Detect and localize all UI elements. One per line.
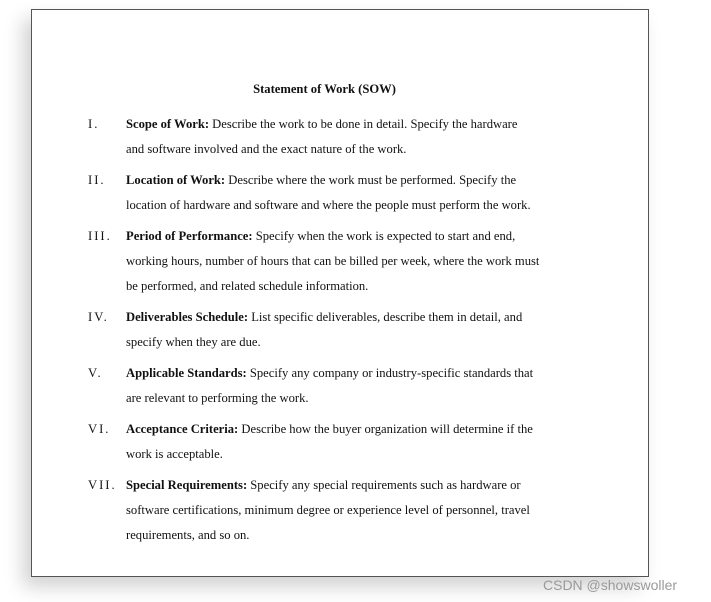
sow-item bbox=[88, 473, 608, 548]
item-text: are relevant to performing the work. bbox=[126, 391, 309, 405]
item-label: Acceptance Criteria: bbox=[126, 422, 239, 436]
item-text: Describe where the work must be performed. Specify the bbox=[225, 173, 517, 187]
item-line bbox=[126, 112, 608, 137]
watermark: CSDN @showswoller bbox=[543, 577, 678, 593]
item-text: location of hardware and software and where the people must perform the work. bbox=[126, 198, 531, 212]
item-numeral: IV. bbox=[88, 310, 109, 324]
item-line bbox=[126, 193, 608, 218]
item-line bbox=[126, 361, 608, 386]
item-body bbox=[126, 473, 608, 548]
item-line bbox=[126, 224, 608, 249]
item-text: software certifications, minimum degree or experience level of personnel, travel bbox=[126, 503, 530, 517]
item-line bbox=[126, 442, 608, 467]
item-line bbox=[126, 498, 608, 523]
item-body bbox=[126, 417, 608, 467]
item-text: Describe the work to be done in detail. Specify the hardware bbox=[209, 117, 518, 131]
item-text: requirements, and so on. bbox=[126, 528, 250, 542]
item-line bbox=[126, 274, 608, 299]
item-line bbox=[126, 249, 608, 274]
item-label: Special Requirements: bbox=[126, 478, 248, 492]
item-body bbox=[126, 224, 608, 299]
document-page bbox=[31, 9, 649, 577]
item-label: Scope of Work: bbox=[126, 117, 210, 131]
item-line bbox=[126, 137, 608, 162]
item-numeral: III. bbox=[88, 229, 112, 243]
item-numeral: VII. bbox=[88, 478, 117, 492]
item-label: Location of Work: bbox=[126, 173, 226, 187]
item-numeral: V. bbox=[88, 366, 103, 380]
item-text: List specific deliverables, describe them in detail, and bbox=[248, 310, 523, 324]
sow-item bbox=[88, 417, 608, 467]
item-text: Specify any special requirements such as hardware or bbox=[247, 478, 521, 492]
document-title: Statement of Work (SOW) bbox=[253, 82, 396, 96]
item-line bbox=[126, 523, 608, 548]
sow-item bbox=[88, 305, 608, 355]
item-body bbox=[126, 361, 608, 411]
item-line bbox=[126, 330, 608, 355]
item-line bbox=[126, 305, 608, 330]
item-text: work is acceptable. bbox=[126, 447, 223, 461]
item-numeral: I. bbox=[88, 117, 100, 131]
item-numeral: VI. bbox=[88, 422, 111, 436]
item-body bbox=[126, 112, 608, 162]
sow-item bbox=[88, 224, 608, 299]
item-line bbox=[126, 168, 608, 193]
item-body bbox=[126, 305, 608, 355]
item-text: Describe how the buyer organization will determine if the bbox=[238, 422, 533, 436]
item-text: Specify when the work is expected to start and end, bbox=[252, 229, 516, 243]
item-text: specify when they are due. bbox=[126, 335, 261, 349]
item-text: working hours, number of hours that can be billed per week, where the work must bbox=[126, 254, 540, 268]
item-text: Specify any company or industry-specific standards that bbox=[246, 366, 534, 380]
sow-item bbox=[88, 361, 608, 411]
item-line bbox=[126, 417, 608, 442]
item-label: Period of Performance: bbox=[126, 229, 253, 243]
item-body bbox=[126, 168, 608, 218]
sow-item bbox=[88, 112, 608, 162]
item-text: and software involved and the exact nature of the work. bbox=[126, 142, 407, 156]
item-text: be performed, and related schedule information. bbox=[126, 279, 369, 293]
sow-item-list bbox=[88, 112, 608, 554]
item-label: Applicable Standards: bbox=[126, 366, 247, 380]
sow-item bbox=[88, 168, 608, 218]
item-label: Deliverables Schedule: bbox=[126, 310, 249, 324]
item-numeral: II. bbox=[88, 173, 106, 187]
item-line bbox=[126, 386, 608, 411]
item-line bbox=[126, 473, 608, 498]
